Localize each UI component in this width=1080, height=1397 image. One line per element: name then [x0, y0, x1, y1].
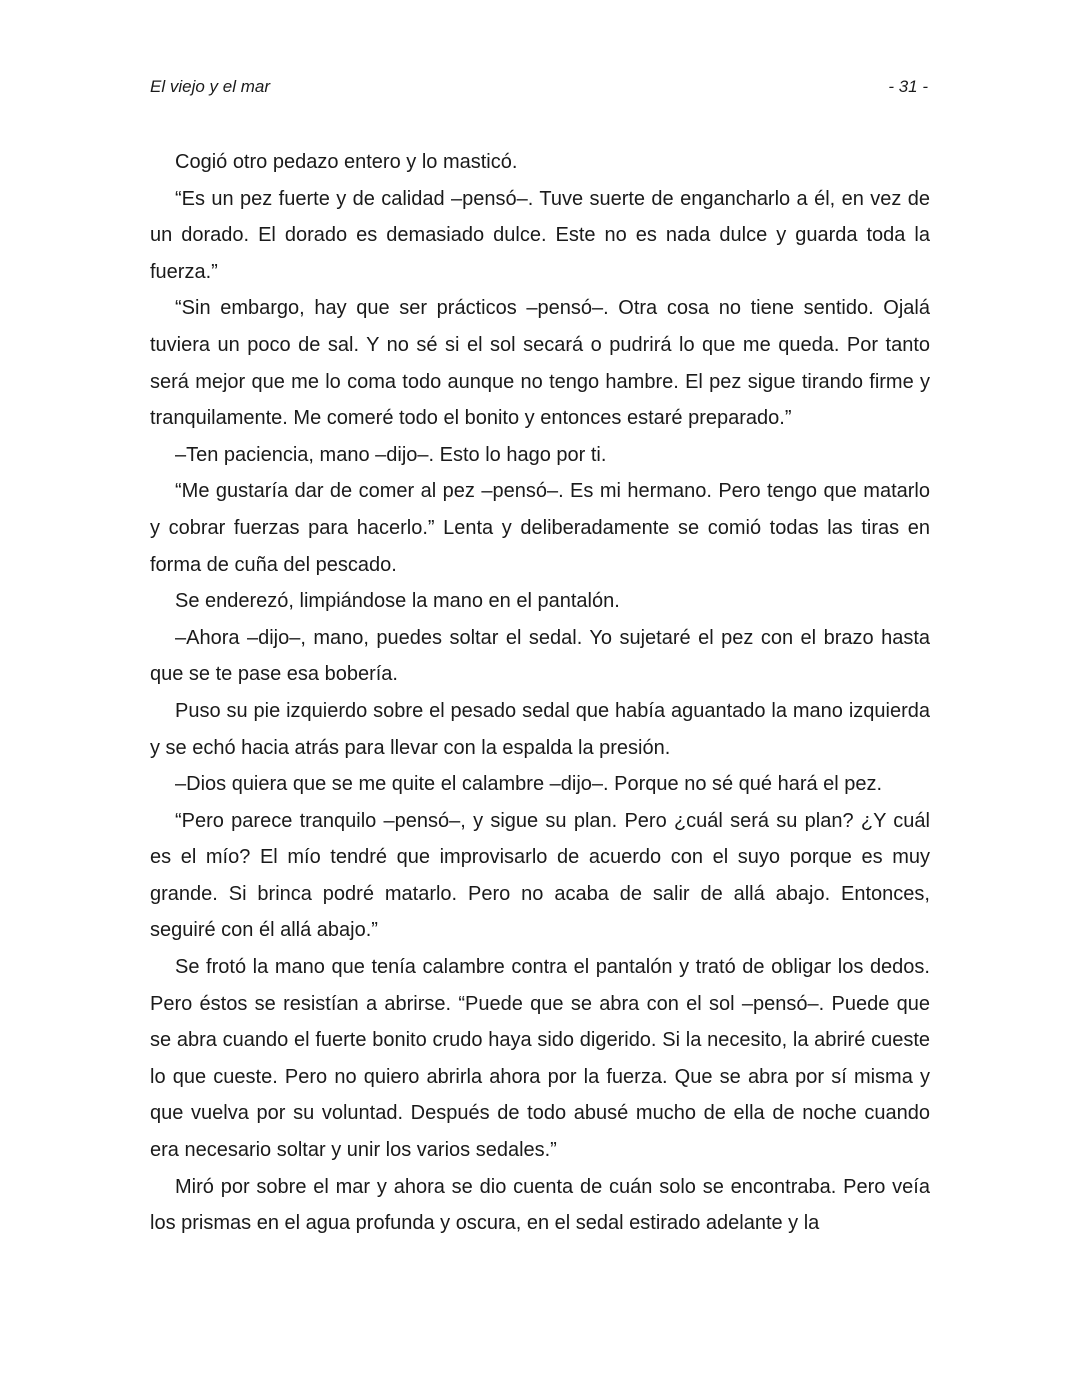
page-number: - 31 - [888, 77, 928, 96]
paragraph: “Me gustaría dar de comer al pez –pensó–. Es mi hermano. Pero tengo que matarlo y cobrar fuerzas para hacerlo.” Lenta y deliberadamente se comió todas las tiras en forma de cuña del pescado. [150, 480, 930, 576]
paragraph: “Pero parece tranquilo –pensó–, y sigue su plan. Pero ¿cuál será su plan? ¿Y cuál es el mío? El mío tendré que improvisarlo de acuerdo con el suyo porque es muy grande. Si brinca podré matarlo. Pero no acaba de salir de allá abajo. Entonces, seguiré con él allá abajo.” [150, 809, 930, 942]
paragraph: –Ten paciencia, mano –dijo–. Esto lo hago por ti. [175, 443, 607, 466]
paragraph: Se frotó la mano que tenía calambre contra el pantalón y trató de obligar los dedos. Pero éstos se resistían a abrirse. “Puede que se abra con el sol –pensó–. Puede que se abra cuando el fuerte bonito crudo haya sido digerido. Si la necesito, la abriré cueste lo que cueste. Pero no quiero abrirla ahora por la fuerza. Que se abra por sí misma y que vuelva por su voluntad. Después de todo abusé mucho de ella de noche cuando era necesario soltar y unir los varios sedales.” [150, 956, 930, 1162]
paragraph: Miró por sobre el mar y ahora se dio cuenta de cuán solo se encontraba. Pero veía los prismas en el agua profunda y oscura, en el sedal estirado adelante y la [150, 1175, 930, 1235]
paragraph: Cogió otro pedazo entero y lo masticó. [175, 151, 518, 173]
paragraph: “Es un pez fuerte y de calidad –pensó–. Tuve suerte de engancharlo a él, en vez de un dorado. El dorado es demasiado dulce. Este no es nada dulce y guarda toda la fuerza.” [150, 187, 930, 283]
paragraph: Se enderezó, limpiándose la mano en el pantalón. [175, 590, 620, 613]
body-text [150, 144, 930, 1242]
paragraph: Puso su pie izquierdo sobre el pesado sedal que había aguantado la mano izquierda y se echó hacia atrás para llevar con la espalda la presión. [150, 699, 930, 759]
paragraph: “Sin embargo, hay que ser prácticos –pensó–. Otra cosa no tiene sentido. Ojalá tuviera un poco de sal. Y no sé si el sol secará o pudrirá lo que me queda. Por tanto será mejor que me lo coma todo aunque no tengo hambre. El pez sigue tirando firme y tranquilamente. Me comeré todo el bonito y entonces estaré preparado.” [150, 297, 930, 430]
paragraph: –Ahora –dijo–, mano, puedes soltar el sedal. Yo sujetaré el pez con el brazo hasta que se te pase esa bobería. [150, 626, 930, 686]
book-title: El viejo y el mar [150, 77, 270, 96]
page-header [150, 74, 928, 100]
paragraph: –Dios quiera que se me quite el calambre –dijo–. Porque no sé qué hará el pez. [175, 773, 883, 796]
